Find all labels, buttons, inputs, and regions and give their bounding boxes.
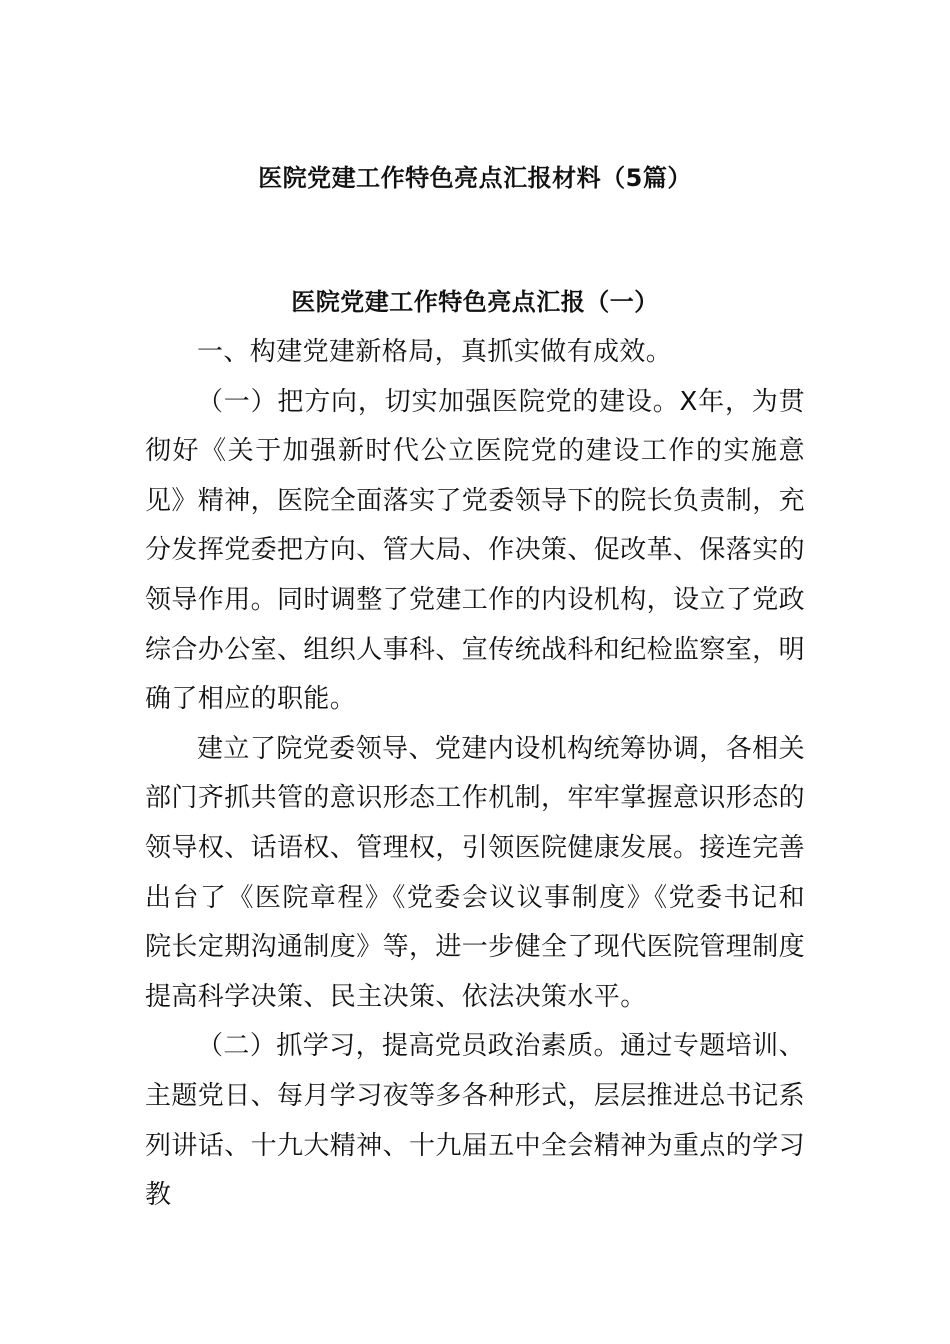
paragraph-2: 建立了院党委领导、党建内设机构统筹协调，各相关部门齐抓共管的意识形态工作机制，牢牢掌握意识形态的领导权、话语权、管理权，引领医院健康发展。接连完善出台了《医院章程》《党委会议议事制度》《党委书记和院长定期沟通制度》等，进一步健全了现代医院管理制度提高科学决策、民主决策、依法决策水平。 (145, 733, 806, 1012)
section-title: 医院党建工作特色亮点汇报（一） (291, 288, 659, 316)
paragraph-heading-1: 一、构建党建新格局，真抓实做有成效。 (197, 337, 673, 367)
document-body (145, 328, 805, 1221)
paragraph-1: （一）把方向，切实加强医院党的建设。X年，为贯彻好《关于加强新时代公立医院党的建设工作的实施意见》精神，医院全面落实了党委领导下的院长负责制，充分发挥党委把方向、管大局、作决策、促改革、保落实的领导作用。同时调整了党建工作的内设机构，设立了党政综合办公室、组织人事科、宣传统战科和纪检监察室，明确了相应的职能。 (145, 386, 806, 715)
paragraph-3: （二）抓学习，提高党员政治素质。通过专题培训、主题党日、每月学习夜等多各种形式，层层推进总书记系列讲话、十九大精神、十九届五中全会精神为重点的学习教 (145, 1031, 806, 1211)
document-title: 医院党建工作特色亮点汇报材料（5篇） (258, 164, 692, 192)
